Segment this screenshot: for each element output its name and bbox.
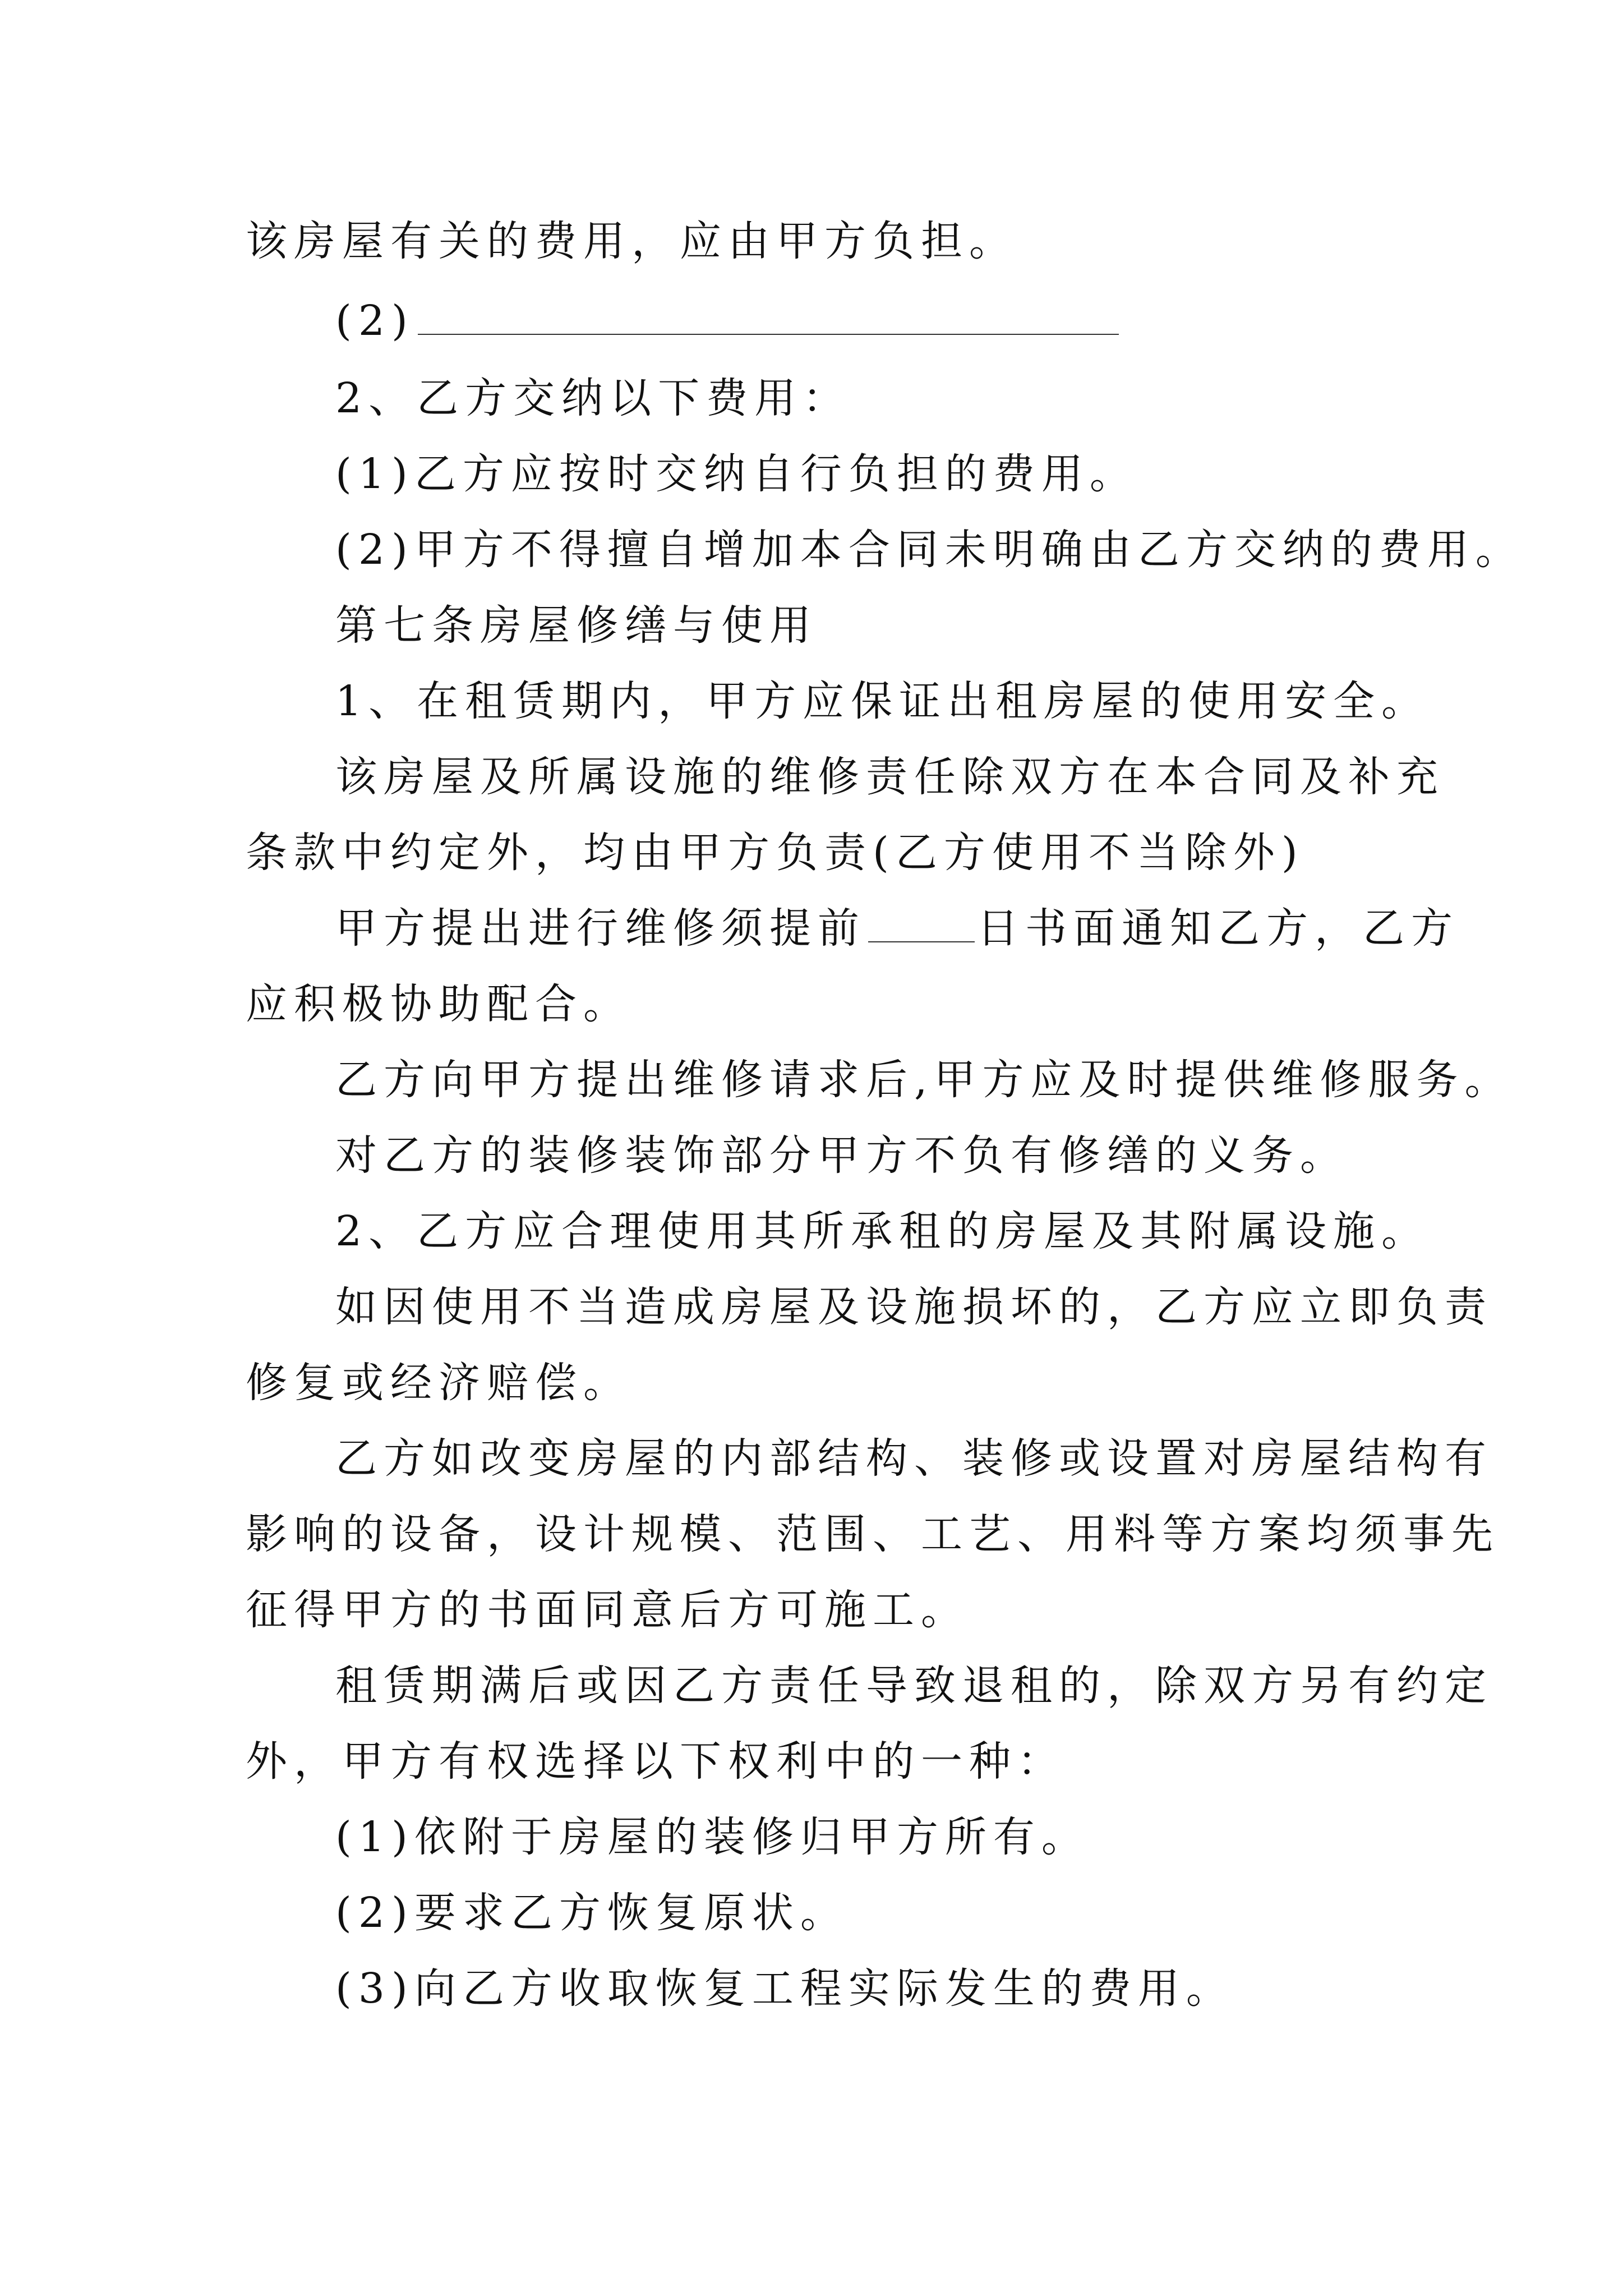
fill-in-blank[interactable]: [868, 908, 975, 942]
paragraph-line: 修复或经济赔偿。: [246, 1359, 631, 1407]
paragraph-line: 租赁期满后或因乙方责任导致退租的，除双方另有约定: [335, 1662, 1493, 1710]
paragraph-line: 该房屋及所属设施的维修责任除双方在本合同及补充: [335, 753, 1445, 801]
paragraph-line: 对乙方的装修装饰部分甲方不负有修缮的义务。: [335, 1131, 1348, 1180]
paragraph-line: (1)依附于房屋的装修归甲方所有。: [335, 1813, 1090, 1861]
paragraph-line: [335, 903, 1459, 954]
paragraph-line: 1、在租赁期内，甲方应保证出租房屋的使用安全。: [335, 677, 1430, 725]
paragraph-line: 如因使用不当造成房屋及设施损坏的，乙方应立即负责: [335, 1283, 1493, 1331]
paragraph-line: 应积极协助配合。: [246, 980, 631, 1028]
paragraph-line: 征得甲方的书面同意后方可施工。: [246, 1586, 969, 1634]
item-number: (2): [335, 297, 414, 345]
paragraph-line: (1)乙方应按时交纳自行负担的费用。: [335, 450, 1138, 498]
paragraph-line: 条款中约定外，均由甲方负责(乙方使用不当除外): [246, 829, 1304, 877]
text-segment: 日书面通知乙方，乙方: [977, 904, 1459, 953]
text-segment: 甲方提出进行维修须提前: [335, 904, 866, 953]
paragraph-line: [335, 296, 1119, 346]
paragraph-line: 2、乙方应合理使用其所承租的房屋及其附属设施。: [335, 1207, 1430, 1255]
paragraph-line: (2)甲方不得擅自增加本合同未明确由乙方交纳的费用。: [335, 526, 1524, 574]
paragraph-line: 乙方如改变房屋的内部结构、装修或设置对房屋结构有: [335, 1434, 1493, 1483]
fill-in-blank[interactable]: [418, 300, 1119, 335]
paragraph-line: 乙方向甲方提出维修请求后,甲方应及时提供维修服务。: [335, 1056, 1513, 1104]
paragraph-line: (3)向乙方收取恢复工程实际发生的费用。: [335, 1964, 1234, 2013]
paragraph-line: 影响的设备，设计规模、范围、工艺、用料等方案均须事先: [246, 1510, 1500, 1558]
paragraph-line: (2)要求乙方恢复原状。: [335, 1889, 849, 1937]
paragraph-line: 2、乙方交纳以下费用：: [335, 374, 851, 422]
paragraph-line: 该房屋有关的费用，应由甲方负担。: [246, 217, 1017, 265]
section-heading: 第七条房屋修缮与使用: [335, 601, 818, 650]
paragraph-line: 外，甲方有权选择以下权利中的一种：: [246, 1737, 1066, 1786]
